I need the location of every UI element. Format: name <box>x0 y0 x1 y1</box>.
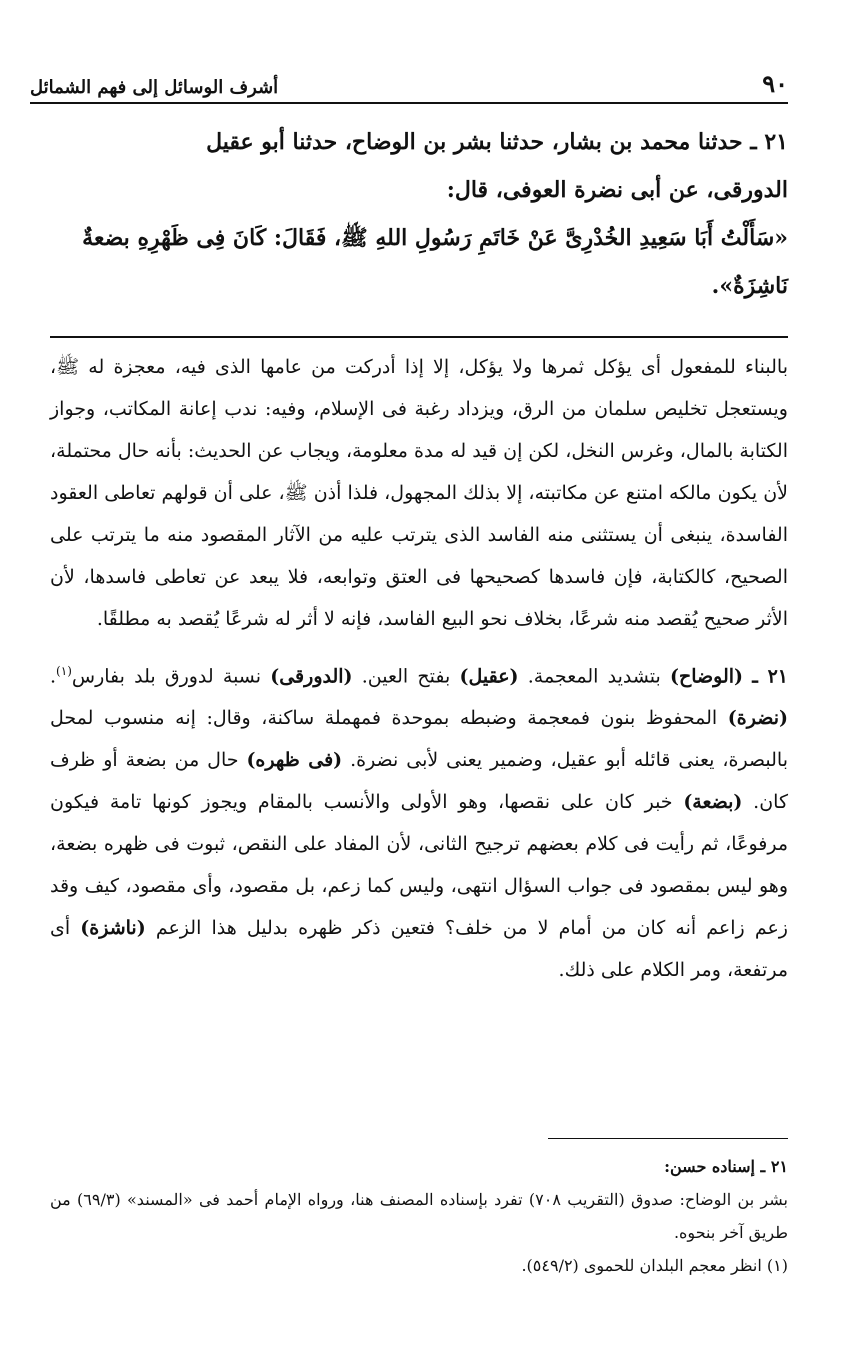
term: (ناشزة) <box>80 917 146 940</box>
commentary-paragraph <box>50 650 788 991</box>
explanation: حال من بضعة أو ظرف كان. <box>50 749 788 814</box>
term: (نضرة) <box>727 707 788 730</box>
page-header <box>30 60 788 104</box>
term: (الوضاح) <box>670 665 744 688</box>
hadith-number: ٢١ ـ <box>752 665 788 688</box>
hadith-line: ٢١ ـ حدثنا محمد بن بشار، حدثنا بشر بن الوضاح، حدثنا أبو عقيل <box>206 129 788 155</box>
hadith-line: «سَأَلْتُ أَبَا سَعِيدِ الخُدْرِىَّ عَنْ خَاتَمِ رَسُولِ اللهِ ﷺ، فَقَالَ: كَانَ فِى ظَهْرِهِ بضعةٌ <box>82 225 788 251</box>
term: (الدورقى) <box>270 665 353 688</box>
footnote-divider <box>548 1138 788 1139</box>
explanation: بتشديد المعجمة. <box>527 665 661 688</box>
explanation: أى مرتفعة، ومر الكلام على ذلك. <box>50 917 788 982</box>
explanation: خبر كان على نقصها، وهو الأولى والأنسب بالمقام ويجوز كونها تامة فيكون مرفوعًا، ثم رأيت فى كلام بعضهم ترجيح الثانى، لأن المفاد على النقص، ثبوت فى ظهره بضعة، وهو ليس بمقصود فى جواب السؤال انتهى، وليس كما زعم، بل مقصود، وأى مقصود، كيف وقد زعم زاعم أنه كان من أمام لا من خلف؟ فتعين ذكر ظهره بدليل هذا الزعم <box>50 791 788 940</box>
term: (فى ظهره) <box>246 749 343 772</box>
explanation: المحفوظ بنون فمعجمة وضبطه بموحدة فمهملة ساكنة، وقال: إنه منسوب لمحل بالبصرة، يعنى قائله أبو عقيل، وضمير يعنى لأبى نضرة. <box>50 707 789 772</box>
hadith-text <box>50 118 788 310</box>
footnote-ref[interactable]: (١) <box>56 664 72 678</box>
commentary-paragraph: بالبناء للمفعول أى يؤكل ثمرها ولا يؤكل، إلا إذا أدركت من عامها الذى فيه، معجزة له ﷺ، ويستعجل تخليص سلمان من الرق، ويزداد رغبة فى الإسلام، وفيه: ندب إعانة المكاتب، وجواز الكتابة بالمال، وغرس النخل، لكن إن قيد له مدة معلومة، ويجاب عن الحديث: بأنه حال محتملة، لأن يكون مالكه امتنع عن مكاتبته، إلا بذلك المجهول، فلذا أذن ﷺ، على أن قولهم تعاطى العقود الفاسدة، ينبغى أن يستثنى منه الفاسد الذى يترتب عليه من الآثار المقصود منه ما يترتب على الصحيح، كالكتابة، فإن فاسدها كصحيحها فى العتق وتوابعه، فلا يبعد عن تعاطى فاسدها، لأن الأثر صحيح يُقصد منه شرعًا، بخلاف نحو البيع الفاسد، فإنه لا أثر له شرعًا يُقصد به مطلقًا. <box>50 356 788 630</box>
running-title: أشرف الوسائل إلى فهم الشمائل <box>30 77 279 98</box>
explanation: بفتح العين. <box>361 665 451 688</box>
term: (بضعة) <box>683 791 743 814</box>
explanation: نسبة لدورق بلد بفارس <box>71 665 262 688</box>
footnote: بشر بن الوضاح: صدوق (التقريب ٧٠٨) تفرد بإسناده المصنف هنا، ورواه الإمام أحمد فى «المسند» (٦٩/٣) من طريق آخر بنحوه. <box>50 1190 788 1242</box>
commentary <box>50 346 788 991</box>
explanation: . <box>50 665 57 688</box>
footnote-heading: ٢١ ـ إسناده حسن: <box>664 1157 788 1176</box>
term: (عقيل) <box>459 665 519 688</box>
footnote: (١) انظر معجم البلدان للحموى (٥٤٩/٢). <box>521 1256 788 1275</box>
hadith-line: الدورقى، عن أبى نضرة العوفى، قال: <box>446 177 788 203</box>
hadith-line: نَاشِزَةٌ». <box>711 273 788 299</box>
page-number: ٩٠ <box>762 69 788 98</box>
section-divider <box>50 336 788 338</box>
footnotes <box>50 1150 788 1282</box>
